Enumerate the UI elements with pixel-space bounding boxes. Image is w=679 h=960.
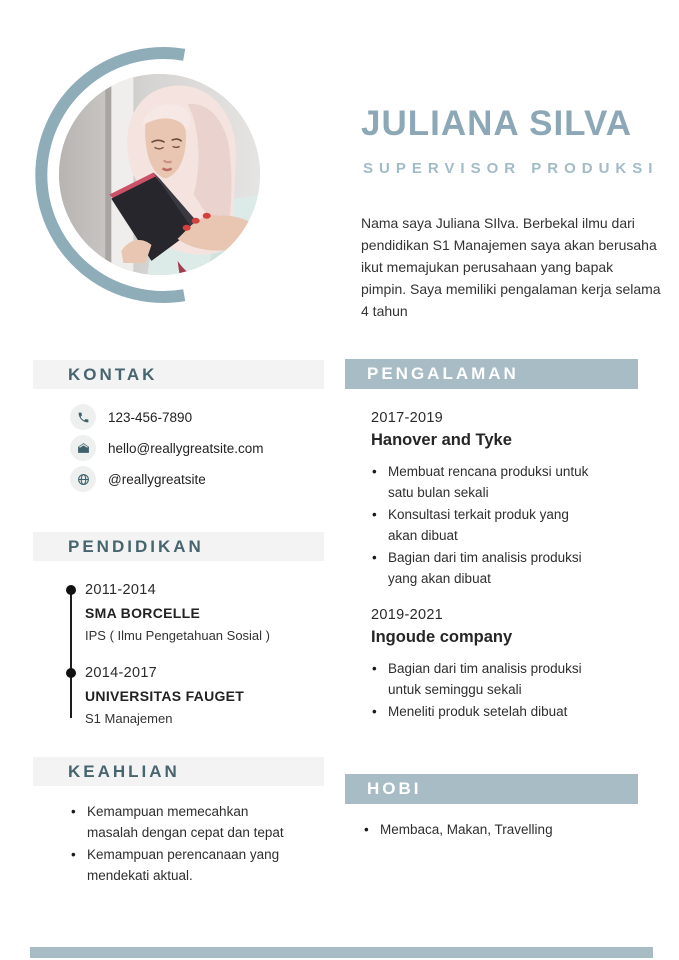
profile-photo-illustration xyxy=(59,74,260,275)
education-timeline xyxy=(66,582,316,748)
mail-icon xyxy=(70,435,96,461)
education-item xyxy=(66,582,316,643)
phone-icon xyxy=(70,404,96,430)
experience-item xyxy=(371,607,601,725)
timeline-dot xyxy=(66,668,76,678)
job-bullet-list xyxy=(371,462,601,589)
section-heading-pendidikan: PENDIDIKAN xyxy=(33,532,324,561)
section-heading-pengalaman: PENGALAMAN xyxy=(345,359,638,389)
education-item xyxy=(66,665,316,726)
job-bullet-list xyxy=(371,659,601,723)
hobby-item: • Membaca, Makan, Travelling xyxy=(363,820,633,841)
timeline-dot xyxy=(66,585,76,595)
section-heading-keahlian: KEAHLIAN xyxy=(33,757,324,786)
contact-row-website xyxy=(70,466,264,492)
experience-item xyxy=(371,410,601,591)
job-bullet: • Membuat rencana produksi untuk satu bulan sekali xyxy=(371,462,589,503)
job-years: 2017-2019 xyxy=(371,410,444,426)
person-name: JULIANA SILVA xyxy=(361,104,632,143)
skill-item: • Kemampuan memecahkan masalah dengan cepat dan tepat xyxy=(70,802,292,843)
contact-row-email xyxy=(70,435,264,461)
job-company: Hanover and Tyke xyxy=(371,431,512,449)
education-detail: S1 Manajemen xyxy=(85,711,173,726)
education-years: 2014-2017 xyxy=(85,665,158,681)
section-heading-kontak: KONTAK xyxy=(33,360,324,389)
profile-summary: Nama saya Juliana SIlva. Berbekal ilmu dari pendidikan S1 Manajemen saya akan berusaha ikut memajukan perusahaan yang bapak pimpin. Saya memiliki pengalaman kerja selama 4 tahun xyxy=(361,215,661,320)
hobby-list xyxy=(363,820,633,843)
globe-icon xyxy=(70,466,96,492)
email-address[interactable]: hello@reallygreatsite.com xyxy=(108,440,264,456)
website-handle[interactable]: @reallygreatsite xyxy=(108,471,206,487)
contact-list xyxy=(70,404,264,497)
skill-item: • Kemampuan perencanaan yang mendekati aktual. xyxy=(70,845,292,886)
section-heading-hobi: HOBI xyxy=(345,774,638,804)
job-title: SUPERVISOR PRODUKSI xyxy=(363,160,659,177)
education-detail: IPS ( Ilmu Pengetahuan Sosial ) xyxy=(85,628,270,643)
job-company: Ingoude company xyxy=(371,628,513,646)
job-bullet: • Meneliti produk setelah dibuat xyxy=(371,702,589,723)
contact-row-phone xyxy=(70,404,264,430)
job-bullet: • Bagian dari tim analisis produksi untuk seminggu sekali xyxy=(371,659,589,700)
education-years: 2011-2014 xyxy=(85,582,156,598)
skills-list xyxy=(70,802,302,888)
education-school: SMA BORCELLE xyxy=(85,605,201,621)
job-bullet: • Bagian dari tim analisis produksi yang akan dibuat xyxy=(371,548,589,589)
job-years: 2019-2021 xyxy=(371,607,444,623)
education-school: UNIVERSITAS FAUGET xyxy=(85,688,245,704)
footer-accent-bar xyxy=(30,947,653,958)
job-bullet: • Konsultasi terkait produk yang akan dibuat xyxy=(371,505,589,546)
profile-photo xyxy=(59,74,260,275)
phone-number[interactable]: 123-456-7890 xyxy=(108,409,193,425)
